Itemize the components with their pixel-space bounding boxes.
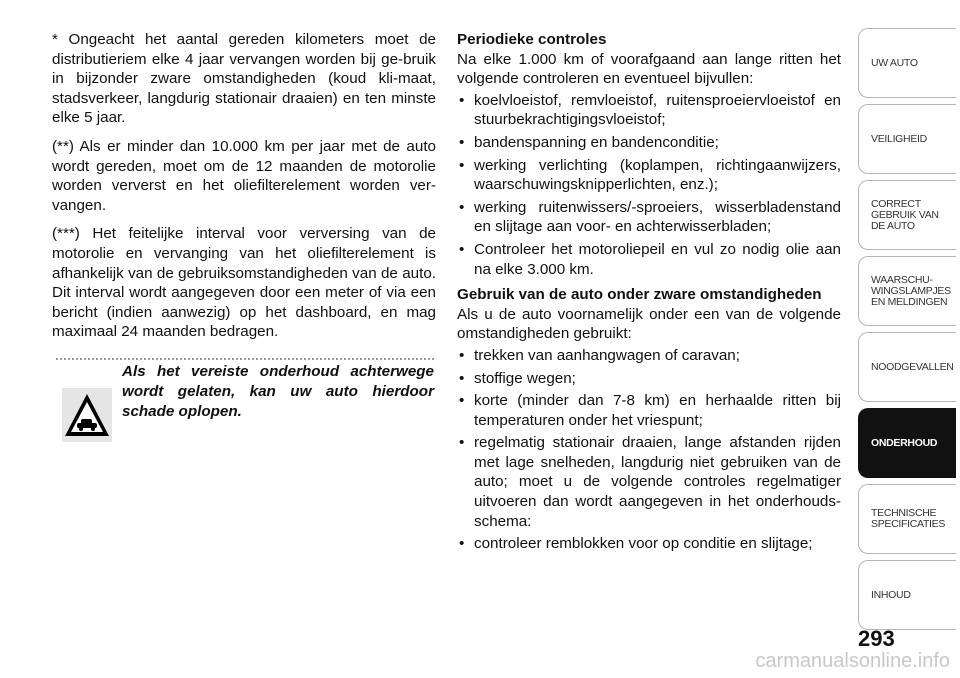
list-item: • regelmatig stationair draaien, lange afstanden rijden met lage snelheden, langdurig niet gebruiken van de auto; moet u de volgende controles regelmatiger uitvoeren dan wordt aangegeven in het onderhouds-schema: (457, 433, 841, 531)
tab-label: WAARSCHU- WINGSLAMPJES EN MELDINGEN (871, 273, 951, 308)
paragraph-oil-interval: (***) Het feitelijke interval voor verversing van de motorolie en vervanging van het oliefilterelement is afhankelijk van de gebruiksomstandigheden van de auto. Dit interval wordt aangegeven door een meter of via een bericht (indien aanwezig) op het dashboard, en mag maximaal 24 maanden bedragen. (52, 225, 436, 341)
periodic-checks-list (457, 91, 841, 279)
page-number: 293 (858, 626, 895, 651)
warning-triangle-car-icon (62, 388, 112, 442)
tab-label: INHOUD (871, 588, 911, 601)
tab-waarschuwingslampjes[interactable] (858, 256, 956, 326)
list-item: • werking ruitenwissers/-sproeiers, wisserbladenstand en slijtage aan voor- en achterwisserbladen; (457, 198, 841, 237)
paragraph-timing-belt: * Ongeacht het aantal gereden kilometers moet de distributieriem elke 4 jaar vervangen worden bij ge-bruik in bijzonder zware omstandigheden (koud kli-maat, stadsverkeer, langdurig stationair draaien) en ten minste elke 5 jaar. (52, 31, 436, 127)
chapter-tabs (858, 28, 956, 636)
tab-label: UW AUTO (871, 56, 918, 69)
tab-veiligheid[interactable] (858, 104, 956, 174)
tab-correct-gebruik[interactable] (858, 180, 956, 250)
tab-label: TECHNISCHE SPECIFICATIES (871, 507, 946, 530)
heavy-use-list (457, 346, 841, 554)
section-title-heavy-use: Gebruik van de auto onder zware omstandigheden (457, 286, 822, 304)
tab-noodgevallen[interactable] (858, 332, 956, 402)
right-column (457, 30, 841, 560)
section-intro-heavy-use: Als u de auto voornamelijk onder een van de volgende omstandigheden gebruikt: (457, 305, 841, 343)
tab-inhoud[interactable] (858, 560, 956, 630)
list-item: • stoffige wegen; (457, 369, 841, 389)
section-intro-periodic-checks: Na elke 1.000 km of voorafgaand aan lange ritten het volgende controleren en eventueel bijvullen: (457, 50, 841, 88)
watermark: carmanualsonline.info (755, 650, 950, 672)
tab-label: CORRECT GEBRUIK VAN DE AUTO (871, 197, 939, 232)
tab-onderhoud[interactable] (858, 408, 956, 478)
list-item: • Controleer het motoroliepeil en vul zo nodig olie aan na elke 3.000 km. (457, 240, 841, 279)
section-title-periodic-checks: Periodieke controles (457, 31, 607, 48)
list-item: • bandenspanning en bandenconditie; (457, 133, 841, 153)
list-item: • werking verlichting (koplampen, richtingaanwijzers, waarschuwingsknipperlichten, enz.); (457, 156, 841, 195)
warning-text: Als het vereiste onderhoud achterwege wordt gelaten, kan uw auto hierdoor schade oplopen. (122, 362, 434, 420)
paragraph-engine-oil-low-mileage: (**) Als er minder dan 10.000 km per jaar met de auto wordt gereden, moet om de 12 maanden de motorolie worden ververst en het oliefilterelement worden ver-vangen. (52, 137, 436, 214)
tab-technische-specificaties[interactable] (858, 484, 956, 554)
tab-label: ONDERHOUD (871, 436, 938, 449)
tab-uw-auto[interactable] (858, 28, 956, 98)
tab-label: VEILIGHEID (871, 132, 927, 145)
list-item: • controleer remblokken voor op conditie en slijtage; (457, 534, 841, 554)
warning-box (56, 358, 434, 464)
list-item: • trekken van aanhangwagen of caravan; (457, 346, 841, 366)
list-item: • koelvloeistof, remvloeistof, ruitensproeiervloeistof en stuurbekrachtigingsvloeistof; (457, 91, 841, 130)
list-item: • korte (minder dan 7-8 km) en herhaalde ritten bij temperaturen onder het vriespunt; (457, 391, 841, 430)
left-column (52, 30, 436, 464)
tab-label: NOODGEVALLEN (871, 360, 954, 373)
